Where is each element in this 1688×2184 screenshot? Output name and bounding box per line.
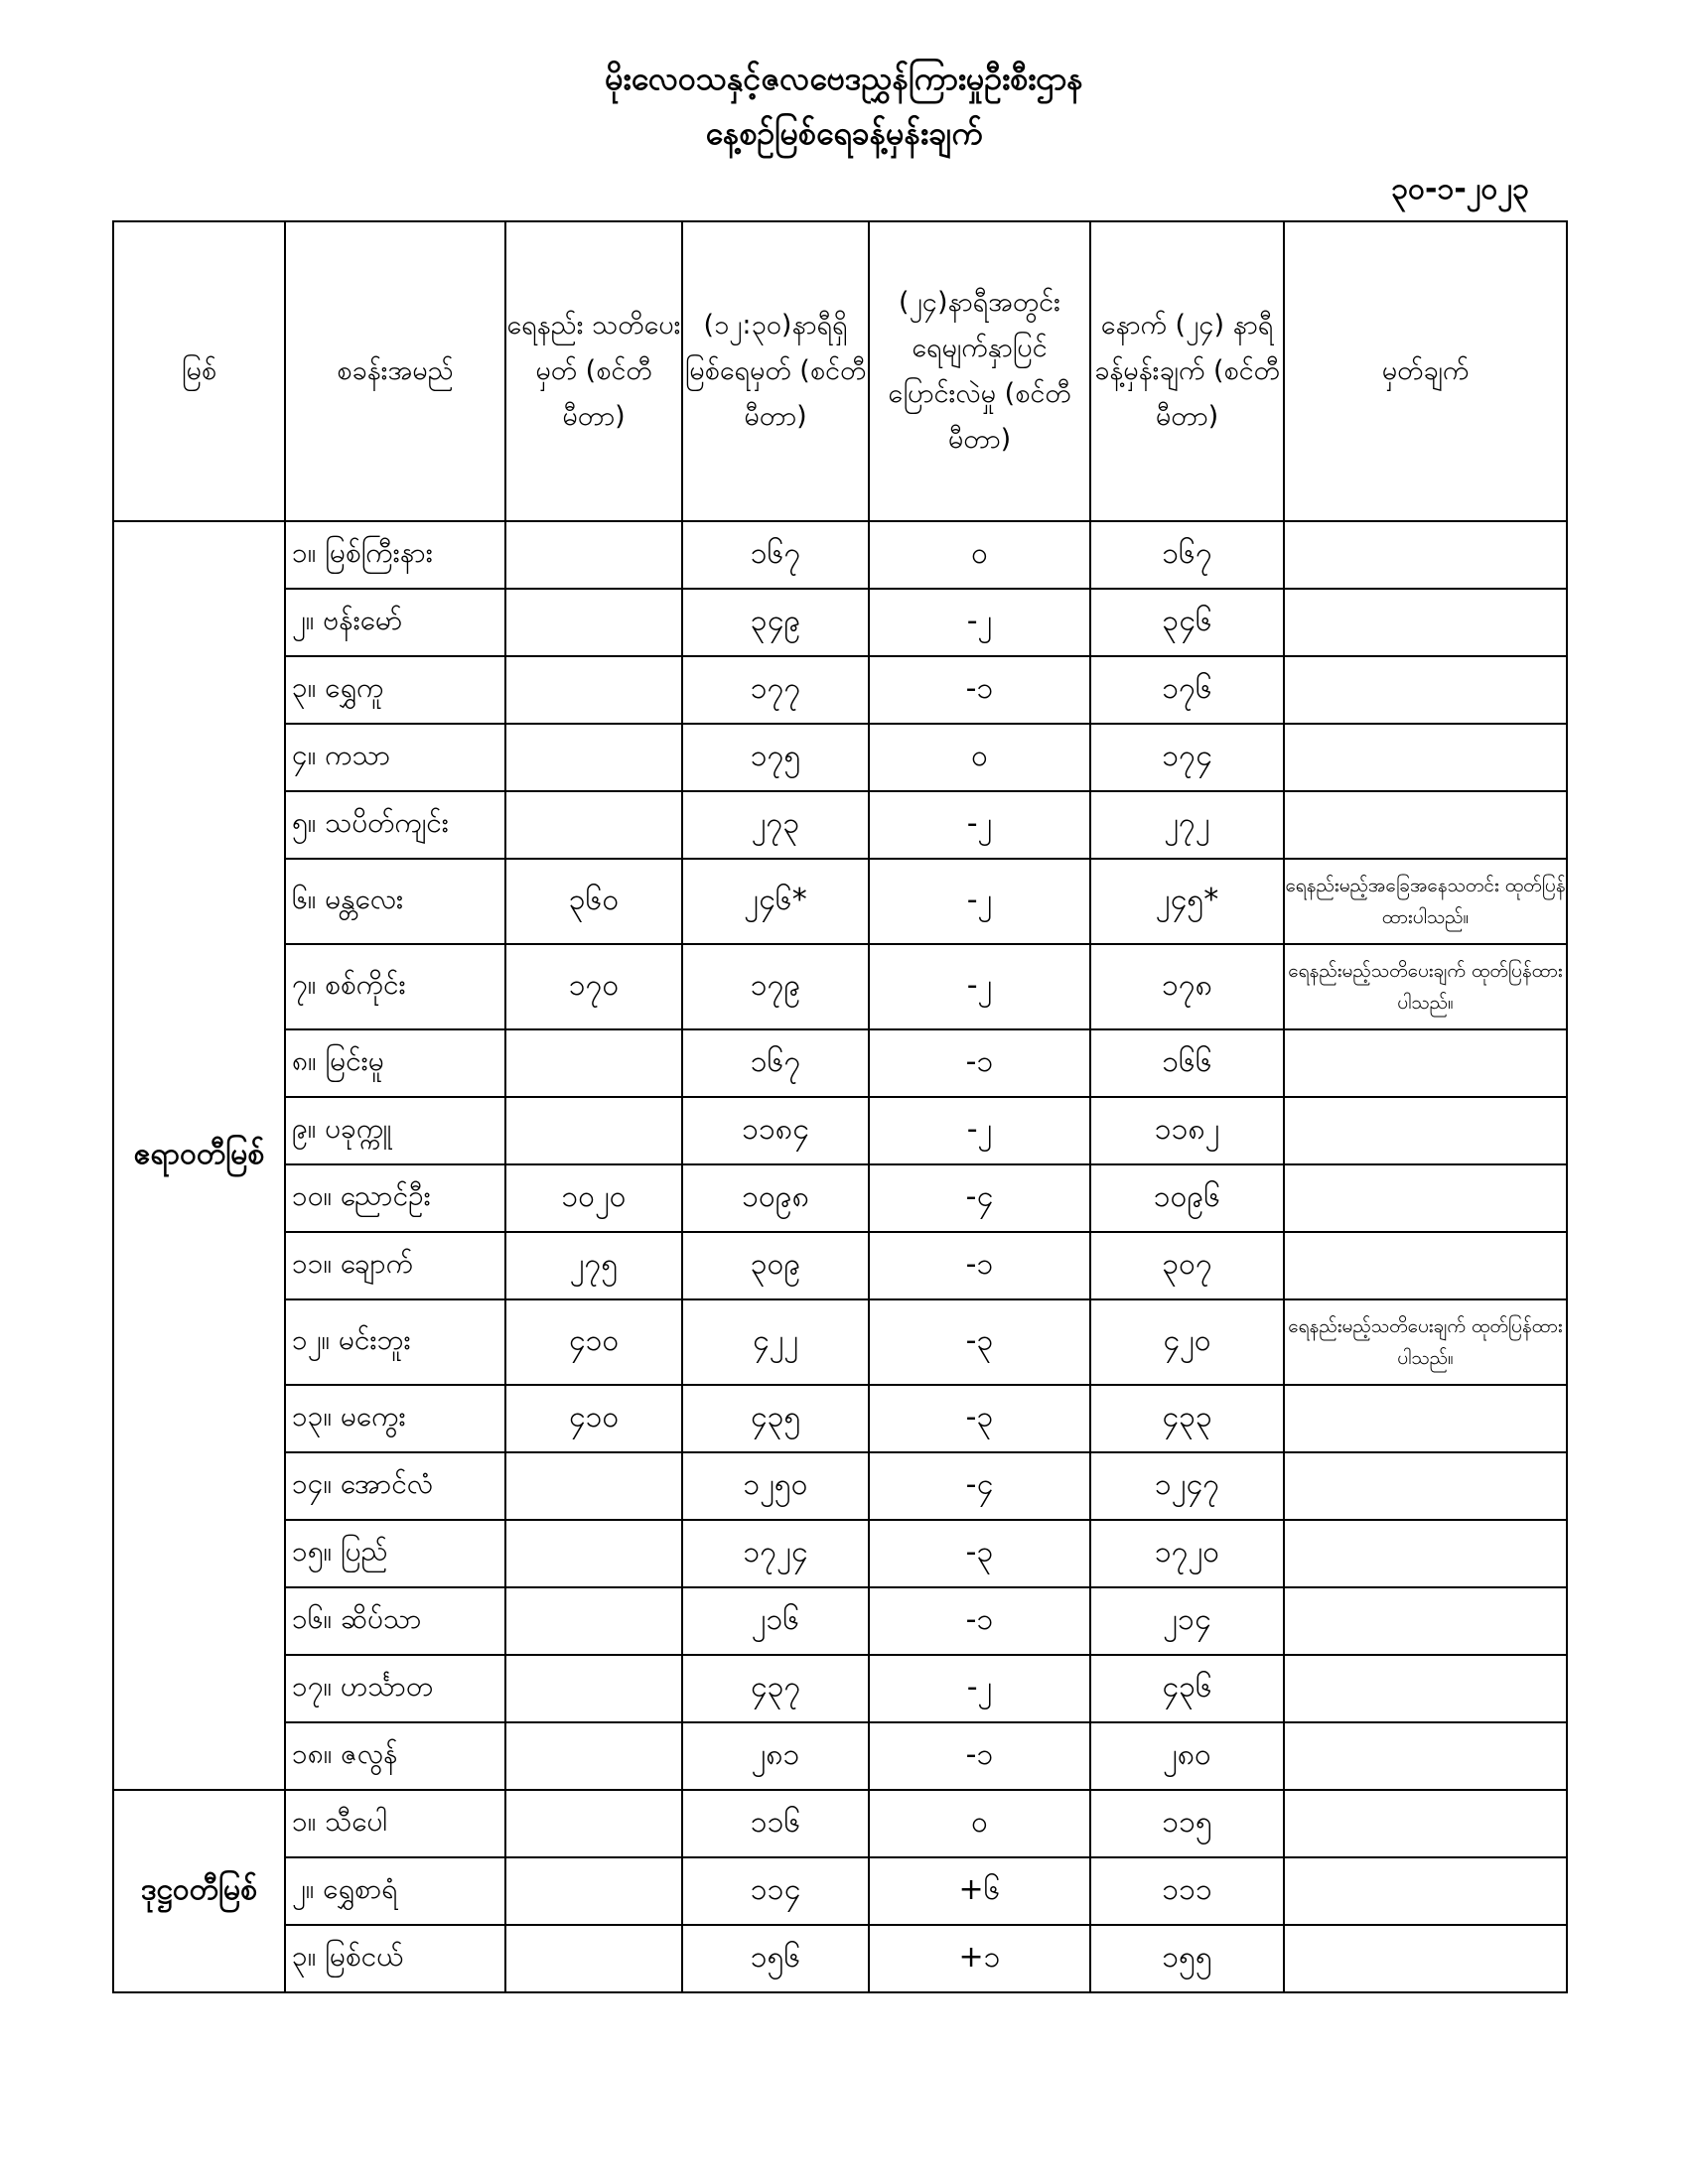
station-name: ၁၃။ မကွေး: [285, 1385, 505, 1452]
header-station: စခန်းအမည်: [285, 221, 505, 521]
low-warning-level: [505, 656, 682, 724]
river-forecast-table: [112, 220, 1568, 1993]
table-body: [113, 521, 1567, 1992]
low-warning-level: [505, 1857, 682, 1925]
low-warning-level: [505, 589, 682, 656]
station-name: ၇။ စစ်ကိုင်း: [285, 944, 505, 1029]
low-warning-level: ၃၆၀: [505, 859, 682, 944]
water-level: ၄၂၂: [682, 1299, 869, 1385]
low-warning-level: ၁၀၂၀: [505, 1164, 682, 1232]
forecast-level: ၁၇၈: [1090, 944, 1284, 1029]
water-level: ၁၇၂၄: [682, 1520, 869, 1587]
water-level: ၁၆၇: [682, 1029, 869, 1097]
table-row: [113, 1857, 1567, 1925]
level-change: -၂: [869, 791, 1090, 859]
remark: [1284, 1385, 1567, 1452]
table-row: [113, 1722, 1567, 1790]
water-level: ၂၁၆: [682, 1587, 869, 1655]
header-water-level: (၁၂:၃၀)နာရီရှိ မြစ်ရေမှတ် (စင်တီမီတာ): [682, 221, 869, 521]
table-row: [113, 1587, 1567, 1655]
remark: ရေနည်းမည့်သတိပေးချက် ထုတ်ပြန်ထားပါသည်။: [1284, 1299, 1567, 1385]
level-change: -၃: [869, 1520, 1090, 1587]
level-change: ၀: [869, 521, 1090, 589]
forecast-level: ၁၁၈၂: [1090, 1097, 1284, 1164]
low-warning-level: [505, 791, 682, 859]
header-remark: မှတ်ချက်: [1284, 221, 1567, 521]
level-change: -၂: [869, 1097, 1090, 1164]
level-change: -၁: [869, 1587, 1090, 1655]
table-row: [113, 944, 1567, 1029]
table-row: [113, 1925, 1567, 1992]
low-warning-level: [505, 1520, 682, 1587]
low-warning-level: [505, 1925, 682, 1992]
low-warning-level: [505, 1452, 682, 1520]
table-row: [113, 791, 1567, 859]
river-name: ဧရာဝတီမြစ်: [113, 521, 285, 1790]
station-name: ၁။ သီပေါ: [285, 1790, 505, 1857]
water-level: ၁၆၇: [682, 521, 869, 589]
remark: ရေနည်းမည့်သတိပေးချက် ထုတ်ပြန်ထားပါသည်။: [1284, 944, 1567, 1029]
station-name: ၁၂။ မင်းဘူး: [285, 1299, 505, 1385]
level-change: -၁: [869, 1029, 1090, 1097]
page-title: မိုးလေဝသနှင့်ဇလဗေဒညွှန်ကြားမှုဦးစီးဌာန: [605, 60, 1083, 97]
remark: [1284, 1587, 1567, 1655]
forecast-level: ၃၀၇: [1090, 1232, 1284, 1299]
low-warning-level: [505, 1790, 682, 1857]
low-warning-level: [505, 1029, 682, 1097]
header-low-warning: ရေနည်း သတိပေးမှတ် (စင်တီမီတာ): [505, 221, 682, 521]
remark: [1284, 1029, 1567, 1097]
forecast-level: ၃၄၆: [1090, 589, 1284, 656]
forecast-level: ၁၁၁: [1090, 1857, 1284, 1925]
remark: [1284, 1097, 1567, 1164]
station-name: ၁။ မြစ်ကြီးနား: [285, 521, 505, 589]
water-level: ၂၄၆*: [682, 859, 869, 944]
table-header-row: [113, 221, 1567, 521]
table-row: [113, 1299, 1567, 1385]
level-change: -၃: [869, 1299, 1090, 1385]
level-change: -၄: [869, 1164, 1090, 1232]
remark: [1284, 1790, 1567, 1857]
remark: [1284, 1655, 1567, 1722]
forecast-level: ၂၈၀: [1090, 1722, 1284, 1790]
water-level: ၁၁၄: [682, 1857, 869, 1925]
forecast-level: ၂၇၂: [1090, 791, 1284, 859]
forecast-level: ၄၃၆: [1090, 1655, 1284, 1722]
forecast-level: ၁၂၄၇: [1090, 1452, 1284, 1520]
forecast-level: ၁၇၂၀: [1090, 1520, 1284, 1587]
station-name: ၁၈။ ဇလွန်: [285, 1722, 505, 1790]
water-level: ၁၀၉၈: [682, 1164, 869, 1232]
header-river: မြစ်: [113, 221, 285, 521]
water-level: ၁၇၉: [682, 944, 869, 1029]
table-row: [113, 1520, 1567, 1587]
level-change: +၁: [869, 1925, 1090, 1992]
low-warning-level: [505, 521, 682, 589]
station-name: ၁၀။ ညောင်ဦး: [285, 1164, 505, 1232]
forecast-level: ၄၃၃: [1090, 1385, 1284, 1452]
low-warning-level: [505, 1655, 682, 1722]
forecast-level: ၂၁၄: [1090, 1587, 1284, 1655]
low-warning-level: ၁၇၀: [505, 944, 682, 1029]
table-row: [113, 724, 1567, 791]
level-change: -၁: [869, 1232, 1090, 1299]
table-row: [113, 1232, 1567, 1299]
remark: [1284, 1857, 1567, 1925]
water-level: ၁၅၆: [682, 1925, 869, 1992]
water-level: ၁၇၅: [682, 724, 869, 791]
level-change: ၀: [869, 724, 1090, 791]
water-level: ၁၂၅၀: [682, 1452, 869, 1520]
remark: [1284, 1520, 1567, 1587]
report-date: ၃၀-၁-၂၀၂၃: [1391, 172, 1529, 206]
water-level: ၃၀၉: [682, 1232, 869, 1299]
forecast-level: ၁၅၅: [1090, 1925, 1284, 1992]
low-warning-level: [505, 724, 682, 791]
remark: [1284, 1925, 1567, 1992]
header-change: (၂၄)နာရီအတွင်း ရေမျက်နှာပြင် ပြောင်းလဲမှု (စင်တီမီတာ): [869, 221, 1090, 521]
water-level: ၁၁၆: [682, 1790, 869, 1857]
table-row: [113, 859, 1567, 944]
level-change: -၂: [869, 944, 1090, 1029]
water-level: ၁၇၇: [682, 656, 869, 724]
table-row: [113, 1790, 1567, 1857]
table-row: [113, 1029, 1567, 1097]
level-change: +၆: [869, 1857, 1090, 1925]
table-row: [113, 1452, 1567, 1520]
table-row: [113, 1655, 1567, 1722]
forecast-level: ၁၁၅: [1090, 1790, 1284, 1857]
station-name: ၂။ ဗန်းမော်: [285, 589, 505, 656]
level-change: ၀: [869, 1790, 1090, 1857]
remark: [1284, 1722, 1567, 1790]
remark: [1284, 791, 1567, 859]
remark: [1284, 1164, 1567, 1232]
remark: [1284, 589, 1567, 656]
remark: ရေနည်းမည့်အခြေအနေသတင်း ထုတ်ပြန်ထားပါသည်။: [1284, 859, 1567, 944]
table-row: [113, 589, 1567, 656]
low-warning-level: ၄၁၀: [505, 1385, 682, 1452]
table-row: [113, 656, 1567, 724]
forecast-level: ၂၄၅*: [1090, 859, 1284, 944]
water-level: ၂၈၁: [682, 1722, 869, 1790]
remark: [1284, 724, 1567, 791]
forecast-level: ၁၆၆: [1090, 1029, 1284, 1097]
station-name: ၄။ ကသာ: [285, 724, 505, 791]
level-change: -၂: [869, 859, 1090, 944]
level-change: -၂: [869, 1655, 1090, 1722]
level-change: -၃: [869, 1385, 1090, 1452]
level-change: -၄: [869, 1452, 1090, 1520]
level-change: -၁: [869, 1722, 1090, 1790]
station-name: ၂။ ရွှေစာရံ: [285, 1857, 505, 1925]
remark: [1284, 521, 1567, 589]
river-name: ဒုဋ္ဌဝတီမြစ်: [113, 1790, 285, 1992]
low-warning-level: [505, 1587, 682, 1655]
forecast-level: ၁၇၆: [1090, 656, 1284, 724]
low-warning-level: ၂၇၅: [505, 1232, 682, 1299]
station-name: ၁၇။ ဟင်္သာတ: [285, 1655, 505, 1722]
station-name: ၁၆။ ဆိပ်သာ: [285, 1587, 505, 1655]
station-name: ၆။ မန္တလေး: [285, 859, 505, 944]
header-forecast: နောက် (၂၄) နာရီ ခန့်မှန်းချက် (စင်တီမီတာ): [1090, 221, 1284, 521]
station-name: ၈။ မြင်းမူ: [285, 1029, 505, 1097]
forecast-level: ၁၇၄: [1090, 724, 1284, 791]
table-row: [113, 521, 1567, 589]
table-row: [113, 1097, 1567, 1164]
water-level: ၄၃၅: [682, 1385, 869, 1452]
level-change: -၂: [869, 589, 1090, 656]
low-warning-level: ၄၁၀: [505, 1299, 682, 1385]
forecast-level: ၁၆၇: [1090, 521, 1284, 589]
level-change: -၁: [869, 656, 1090, 724]
station-name: ၁၁။ ချောက်: [285, 1232, 505, 1299]
station-name: ၃။ မြစ်ငယ်: [285, 1925, 505, 1992]
low-warning-level: [505, 1097, 682, 1164]
remark: [1284, 656, 1567, 724]
forecast-level: ၄၂၀: [1090, 1299, 1284, 1385]
station-name: ၉။ ပခုက္ကူ: [285, 1097, 505, 1164]
remark: [1284, 1232, 1567, 1299]
station-name: ၅။ သပိတ်ကျင်း: [285, 791, 505, 859]
station-name: ၁၅။ ပြည်: [285, 1520, 505, 1587]
water-level: ၃၄၉: [682, 589, 869, 656]
low-warning-level: [505, 1722, 682, 1790]
station-name: ၁၄။ အောင်လံ: [285, 1452, 505, 1520]
forecast-level: ၁၀၉၆: [1090, 1164, 1284, 1232]
table-row: [113, 1164, 1567, 1232]
water-level: ၁၁၈၄: [682, 1097, 869, 1164]
station-name: ၃။ ရွှေကူ: [285, 656, 505, 724]
table-row: [113, 1385, 1567, 1452]
page-subtitle: နေ့စဉ်မြစ်ရေခန့်မှန်းချက်: [705, 114, 983, 152]
water-level: ၄၃၇: [682, 1655, 869, 1722]
remark: [1284, 1452, 1567, 1520]
water-level: ၂၇၃: [682, 791, 869, 859]
